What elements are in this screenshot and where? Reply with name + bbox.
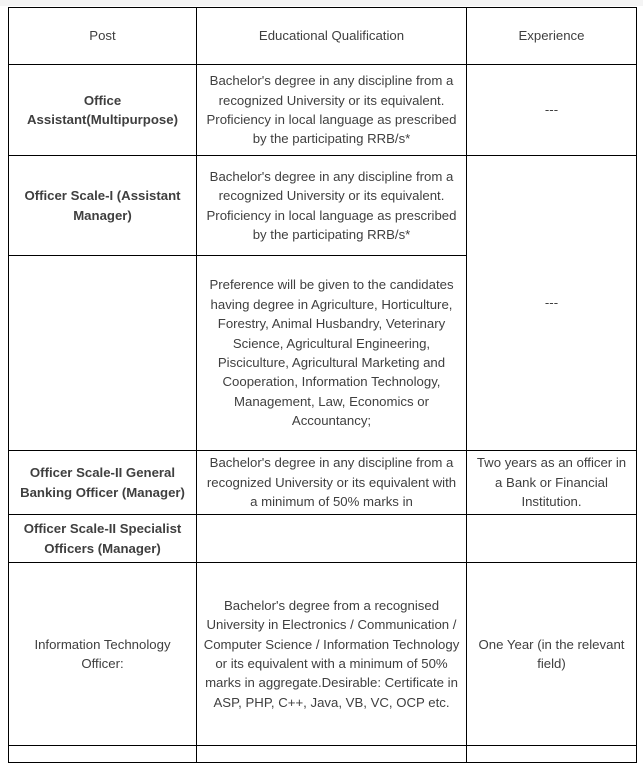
post-preference-blank [9,256,197,451]
table-row [9,563,637,746]
post-information-technology-officer: Information Technology Officer: [9,563,197,746]
post-office-assistant: Office Assistant(Multipurpose) [9,65,197,156]
experience-officer-scale-2-gbo: Two years as an officer in a Bank or Financial Institution. [467,451,637,515]
qualification-preference: Preference will be given to the candidates having degree in Agriculture, Horticulture, Forestry, Animal Husbandry, Veterinary Science, Agricultural Engineering, Pisciculture, Agricultural Marketing and Cooperation, Information Technology, Management, Law, Economics or Accountancy; [197,256,467,451]
post-officer-scale-2-specialist: Officer Scale-II Specialist Officers (Manager) [9,515,197,563]
experience-officer-scale-2-specialist [467,515,637,563]
top-edge-strip [0,0,643,6]
experience-information-technology-officer: One Year (in the relevant field) [467,563,637,746]
column-header-experience: Experience [467,8,637,65]
table-row [9,515,637,563]
qualification-table [8,7,637,763]
column-header-post: Post [9,8,197,65]
qualification-information-technology-officer: Bachelor's degree from a recognised University in Electronics / Communication / Computer Science / Information Technology or its equivalent with a minimum of 50% marks in aggregate.Desirable: Certificate in ASP, PHP, C++, Java, VB, VC, OCP etc. [197,563,467,746]
experience-truncated [467,746,637,763]
table-header-row [9,8,637,65]
post-officer-scale-2-gbo: Officer Scale-II General Banking Officer (Manager) [9,451,197,515]
qualification-truncated [197,746,467,763]
qualification-officer-scale-2-specialist [197,515,467,563]
post-truncated [9,746,197,763]
table-row [9,156,637,256]
qualification-officer-scale-1: Bachelor's degree in any discipline from a recognized University or its equivalent. Proficiency in local language as prescribed by the participating RRB/s* [197,156,467,256]
qualification-officer-scale-2-gbo: Bachelor's degree in any discipline from a recognized University or its equivalent with a minimum of 50% marks in [197,451,467,515]
post-officer-scale-1: Officer Scale-I (Assistant Manager) [9,156,197,256]
table-row [9,451,637,515]
column-header-qualification: Educational Qualification [197,8,467,65]
qualification-table-container [8,7,636,763]
experience-officer-scale-1: --- [467,156,637,451]
qualification-office-assistant: Bachelor's degree in any discipline from a recognized University or its equivalent. Proficiency in local language as prescribed by the participating RRB/s* [197,65,467,156]
table-row-truncated [9,746,637,763]
table-row [9,65,637,156]
experience-office-assistant: --- [467,65,637,156]
